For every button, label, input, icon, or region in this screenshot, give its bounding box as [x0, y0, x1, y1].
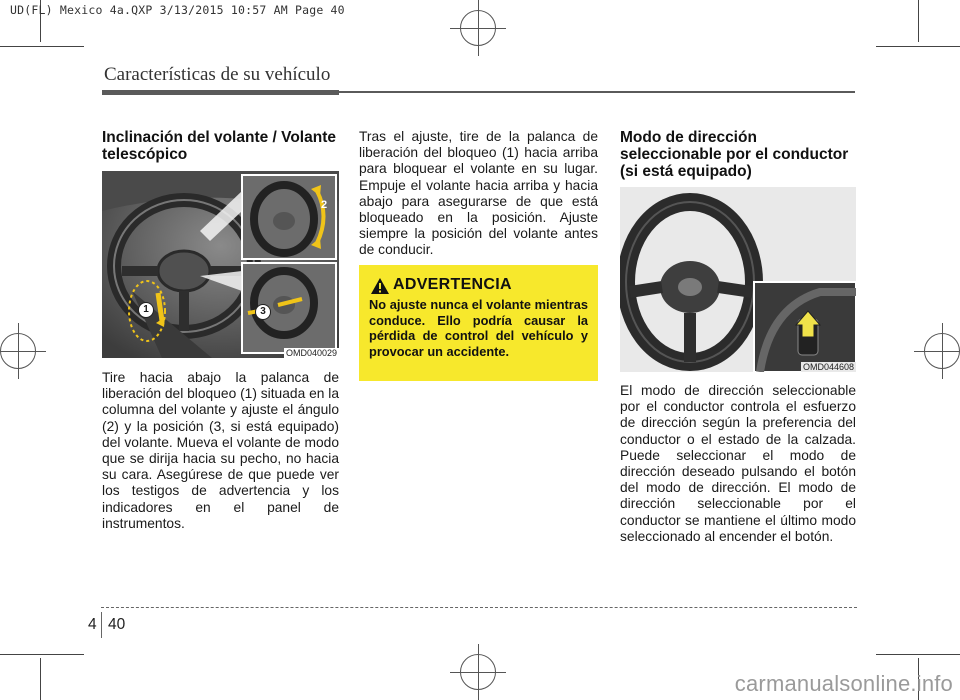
photo-caption: OMD044608 [802, 362, 854, 372]
chapter-number: 4 [88, 616, 97, 633]
warning-triangle-icon [370, 277, 390, 295]
steering-wheel-illustration [102, 171, 339, 358]
drive-mode-photo [620, 187, 856, 372]
section-title: Características de su vehículo [104, 64, 331, 85]
page-number: 40 [108, 616, 126, 633]
registration-mark-icon [914, 323, 960, 379]
header-rule-bold [102, 90, 339, 95]
crop-mark [40, 658, 41, 700]
crop-mark [876, 654, 960, 655]
print-slug: UD(FL) Mexico 4a.QXP 3/13/2015 10:57 AM Page 40 [10, 3, 345, 17]
crop-mark [876, 46, 960, 47]
watermark: carmanualsonline.info [734, 671, 953, 696]
col3-heading: Modo de dirección seleccionable por el conductor (si está equipado) [620, 129, 849, 180]
registration-mark-icon [450, 0, 506, 56]
col1-body: Tire hacia abajo la palanca de liberación del bloqueo (1) situada en la columna del volante y ajuste el ángulo (2) y la posición (3, si está equipado) del volante. Mueva el volante de modo que se dirija hacia su pecho, no hacia su cara. Asegúrese de que puede ver los testigos de advertencia y los indicadores en el panel de instrumentos. [102, 370, 340, 531]
photo-caption: OMD040029 [285, 348, 337, 358]
warning-title: ADVERTENCIA [393, 276, 512, 293]
callout-3-badge: 3 [255, 304, 271, 320]
callout-1-badge: 1 [138, 302, 154, 318]
crop-mark [0, 654, 84, 655]
registration-mark-icon [0, 323, 46, 379]
steering-tilt-photo [102, 171, 339, 358]
warning-text: No ajuste nunca el volante mientras conduce. Ello podría causar la pérdida de control del vehículo y provocar un accidente. [369, 297, 588, 359]
header-rule [339, 91, 855, 93]
crop-mark [0, 46, 84, 47]
col2-body: Tras el ajuste, tire de la palanca de liberación del bloqueo (1) hacia arriba para bloquear el volante en su lugar. Empuje el volante hacia arriba y hacia abajo para asegurarse de que está bloqueado en la posición. Ajuste siempre la posición del volante antes de conducir. [359, 129, 598, 258]
col1-heading: Inclinación del volante / Volante telescópico [102, 129, 336, 163]
steering-wheel-mode-illustration [620, 187, 856, 372]
crop-mark [918, 0, 919, 42]
footer-rule [101, 607, 857, 608]
callout-2-label: 2 [321, 199, 328, 211]
registration-mark-icon [450, 644, 506, 700]
col3-body: El modo de dirección seleccionable por el conductor controla el esfuerzo de dirección según la preferencia del conductor o el estado de la calzada. Puede seleccionar el modo de dirección deseado pulsando el botón del modo de dirección. El modo de dirección seleccionable por el conductor se mantiene el último modo seleccionado al encender el botón. [620, 383, 856, 544]
page-number-separator [101, 612, 102, 638]
